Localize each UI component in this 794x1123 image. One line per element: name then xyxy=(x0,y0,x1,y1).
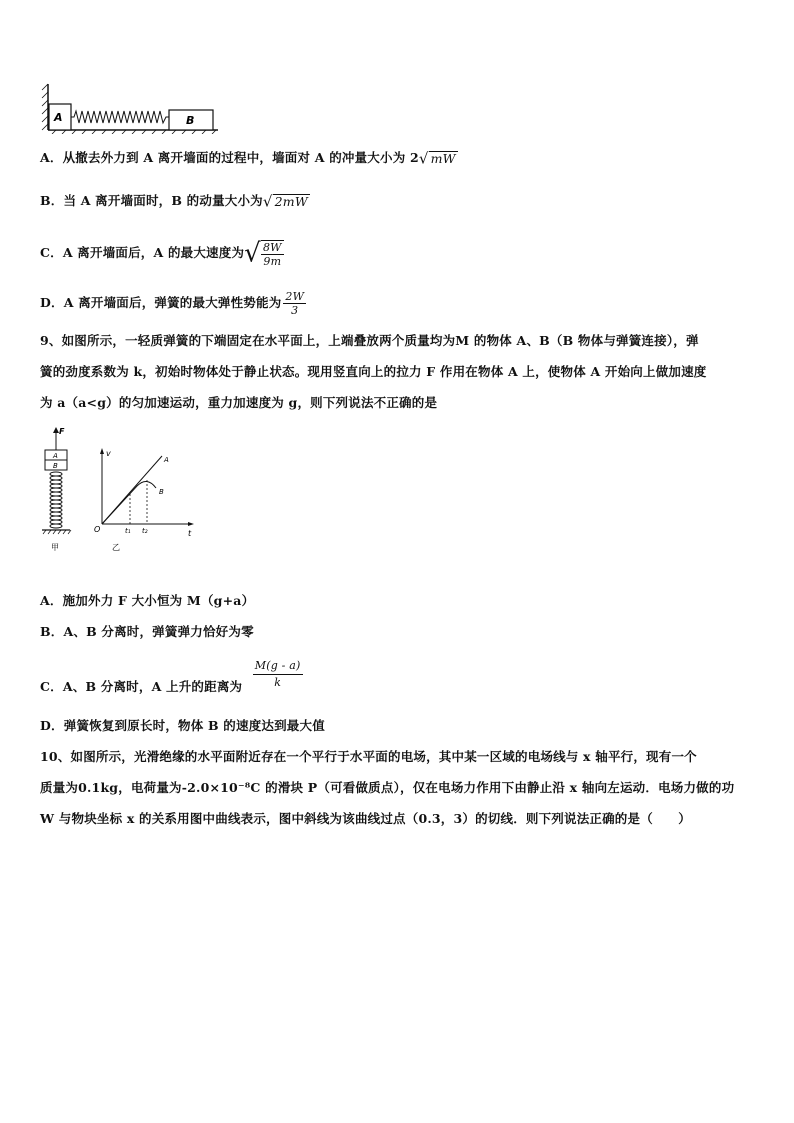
q9-option-c-text: C．A、B 分离时，A 上升的距离为 xyxy=(40,679,243,694)
q9-option-c-den: k xyxy=(274,676,282,689)
axis-v-label: v xyxy=(106,449,111,458)
q8-option-d-text: D．A 离开墙面后，弹簧的最大弹性势能为 xyxy=(40,295,282,310)
tick-t1-label: t₁ xyxy=(125,527,131,535)
q9-stem-line-1: 9、如图所示，一轻质弹簧的下端固定在水平面上，上端叠放两个质量均为M 的物体 A、B（B 物体与弹簧连接），弹 xyxy=(40,333,699,348)
force-f-label: F xyxy=(59,427,65,436)
spring-blocks-figure xyxy=(40,78,225,134)
q8-option-d xyxy=(40,286,306,320)
velocity-time-graph xyxy=(92,446,202,552)
q10-stem-line-1: 10、如图所示，光滑绝缘的水平面附近存在一个平行于水平面的电场，其中某一区域的电场线与 x 轴平行，现有一个 xyxy=(40,749,697,764)
block-b-label: B xyxy=(53,462,58,470)
spring xyxy=(71,111,169,123)
axis-t-label: t xyxy=(188,529,192,538)
sqrt-fraction: √ $\frac{8W}{9m}$ xyxy=(244,238,282,269)
q8-option-c-num: 8W xyxy=(262,240,282,254)
q9-option-c xyxy=(40,658,303,698)
q9-option-c-num: M(g - a) xyxy=(253,658,303,675)
curve-b-label: B xyxy=(159,488,164,496)
q8-option-b-expr: 2mW xyxy=(274,194,308,210)
q9-stem-line-2: 簧的劲度系数为 k，初始时物体处于静止状态。现用竖直向上的拉力 F 作用在物体 A 上，使物体 A 开始向上做加速度 xyxy=(40,364,707,379)
q8-option-c-den: 9m xyxy=(263,254,282,268)
figure-yi-caption: 乙 xyxy=(112,543,120,552)
q9-option-b: B．A、B 分离时，弹簧弹力恰好为零 xyxy=(40,624,254,639)
q9-option-a: A．施加外力 F 大小恒为 M（g+a） xyxy=(40,593,255,608)
q8-option-c-text: C．A 离开墙面后，A 的最大速度为 xyxy=(40,245,245,260)
q8-option-d-num: 2W xyxy=(285,290,305,303)
q8-option-a-text: A．从撤去外力到 A 离开墙面的过程中，墙面对 A 的冲量大小为 2 xyxy=(40,150,419,165)
q8-option-c xyxy=(40,235,284,271)
vertical-spring xyxy=(50,472,62,528)
block-a-label: A xyxy=(53,452,58,460)
figure-jia-caption: 甲 xyxy=(51,543,59,552)
q8-option-b xyxy=(40,192,310,211)
sqrt-expression: √ 2mW xyxy=(262,192,308,211)
q8-option-b-text: B．当 A 离开墙面时，B 的动量大小为 xyxy=(40,193,263,208)
q8-option-a xyxy=(40,149,458,168)
sqrt-expression: √ mW xyxy=(418,149,456,168)
block-a-label: A xyxy=(54,111,63,124)
fraction xyxy=(283,290,306,317)
q9-option-d: D．弹簧恢复到原长时，物体 B 的速度达到最大值 xyxy=(40,718,325,733)
axis-origin-label: O xyxy=(94,525,101,534)
block-b-label: B xyxy=(186,114,195,127)
tick-t2-label: t₂ xyxy=(142,527,148,535)
q10-stem-line-3: W 与物块坐标 x 的关系用图中曲线表示，图中斜线为该曲线过点（0.3，3）的切线．则下列说法正确的是（ ） xyxy=(40,811,691,826)
curve-b xyxy=(102,481,156,524)
q8-option-a-expr: mW xyxy=(430,151,456,167)
line-a-label: A xyxy=(164,456,169,464)
q10-stem-line-2: 质量为0.1kg，电荷量为-2.0×10⁻⁸C 的滑块 P（可看做质点），仅在电场力作用下由静止沿 x 轴向左运动．电场力做的功 xyxy=(40,780,735,795)
q9-stem-line-3: 为 a（a<g）的匀加速运动，重力加速度为 g，则下列说法不正确的是 xyxy=(40,395,438,410)
spring-stack-figure xyxy=(36,424,86,554)
q8-option-d-den: 3 xyxy=(291,304,299,317)
fraction xyxy=(253,658,303,691)
